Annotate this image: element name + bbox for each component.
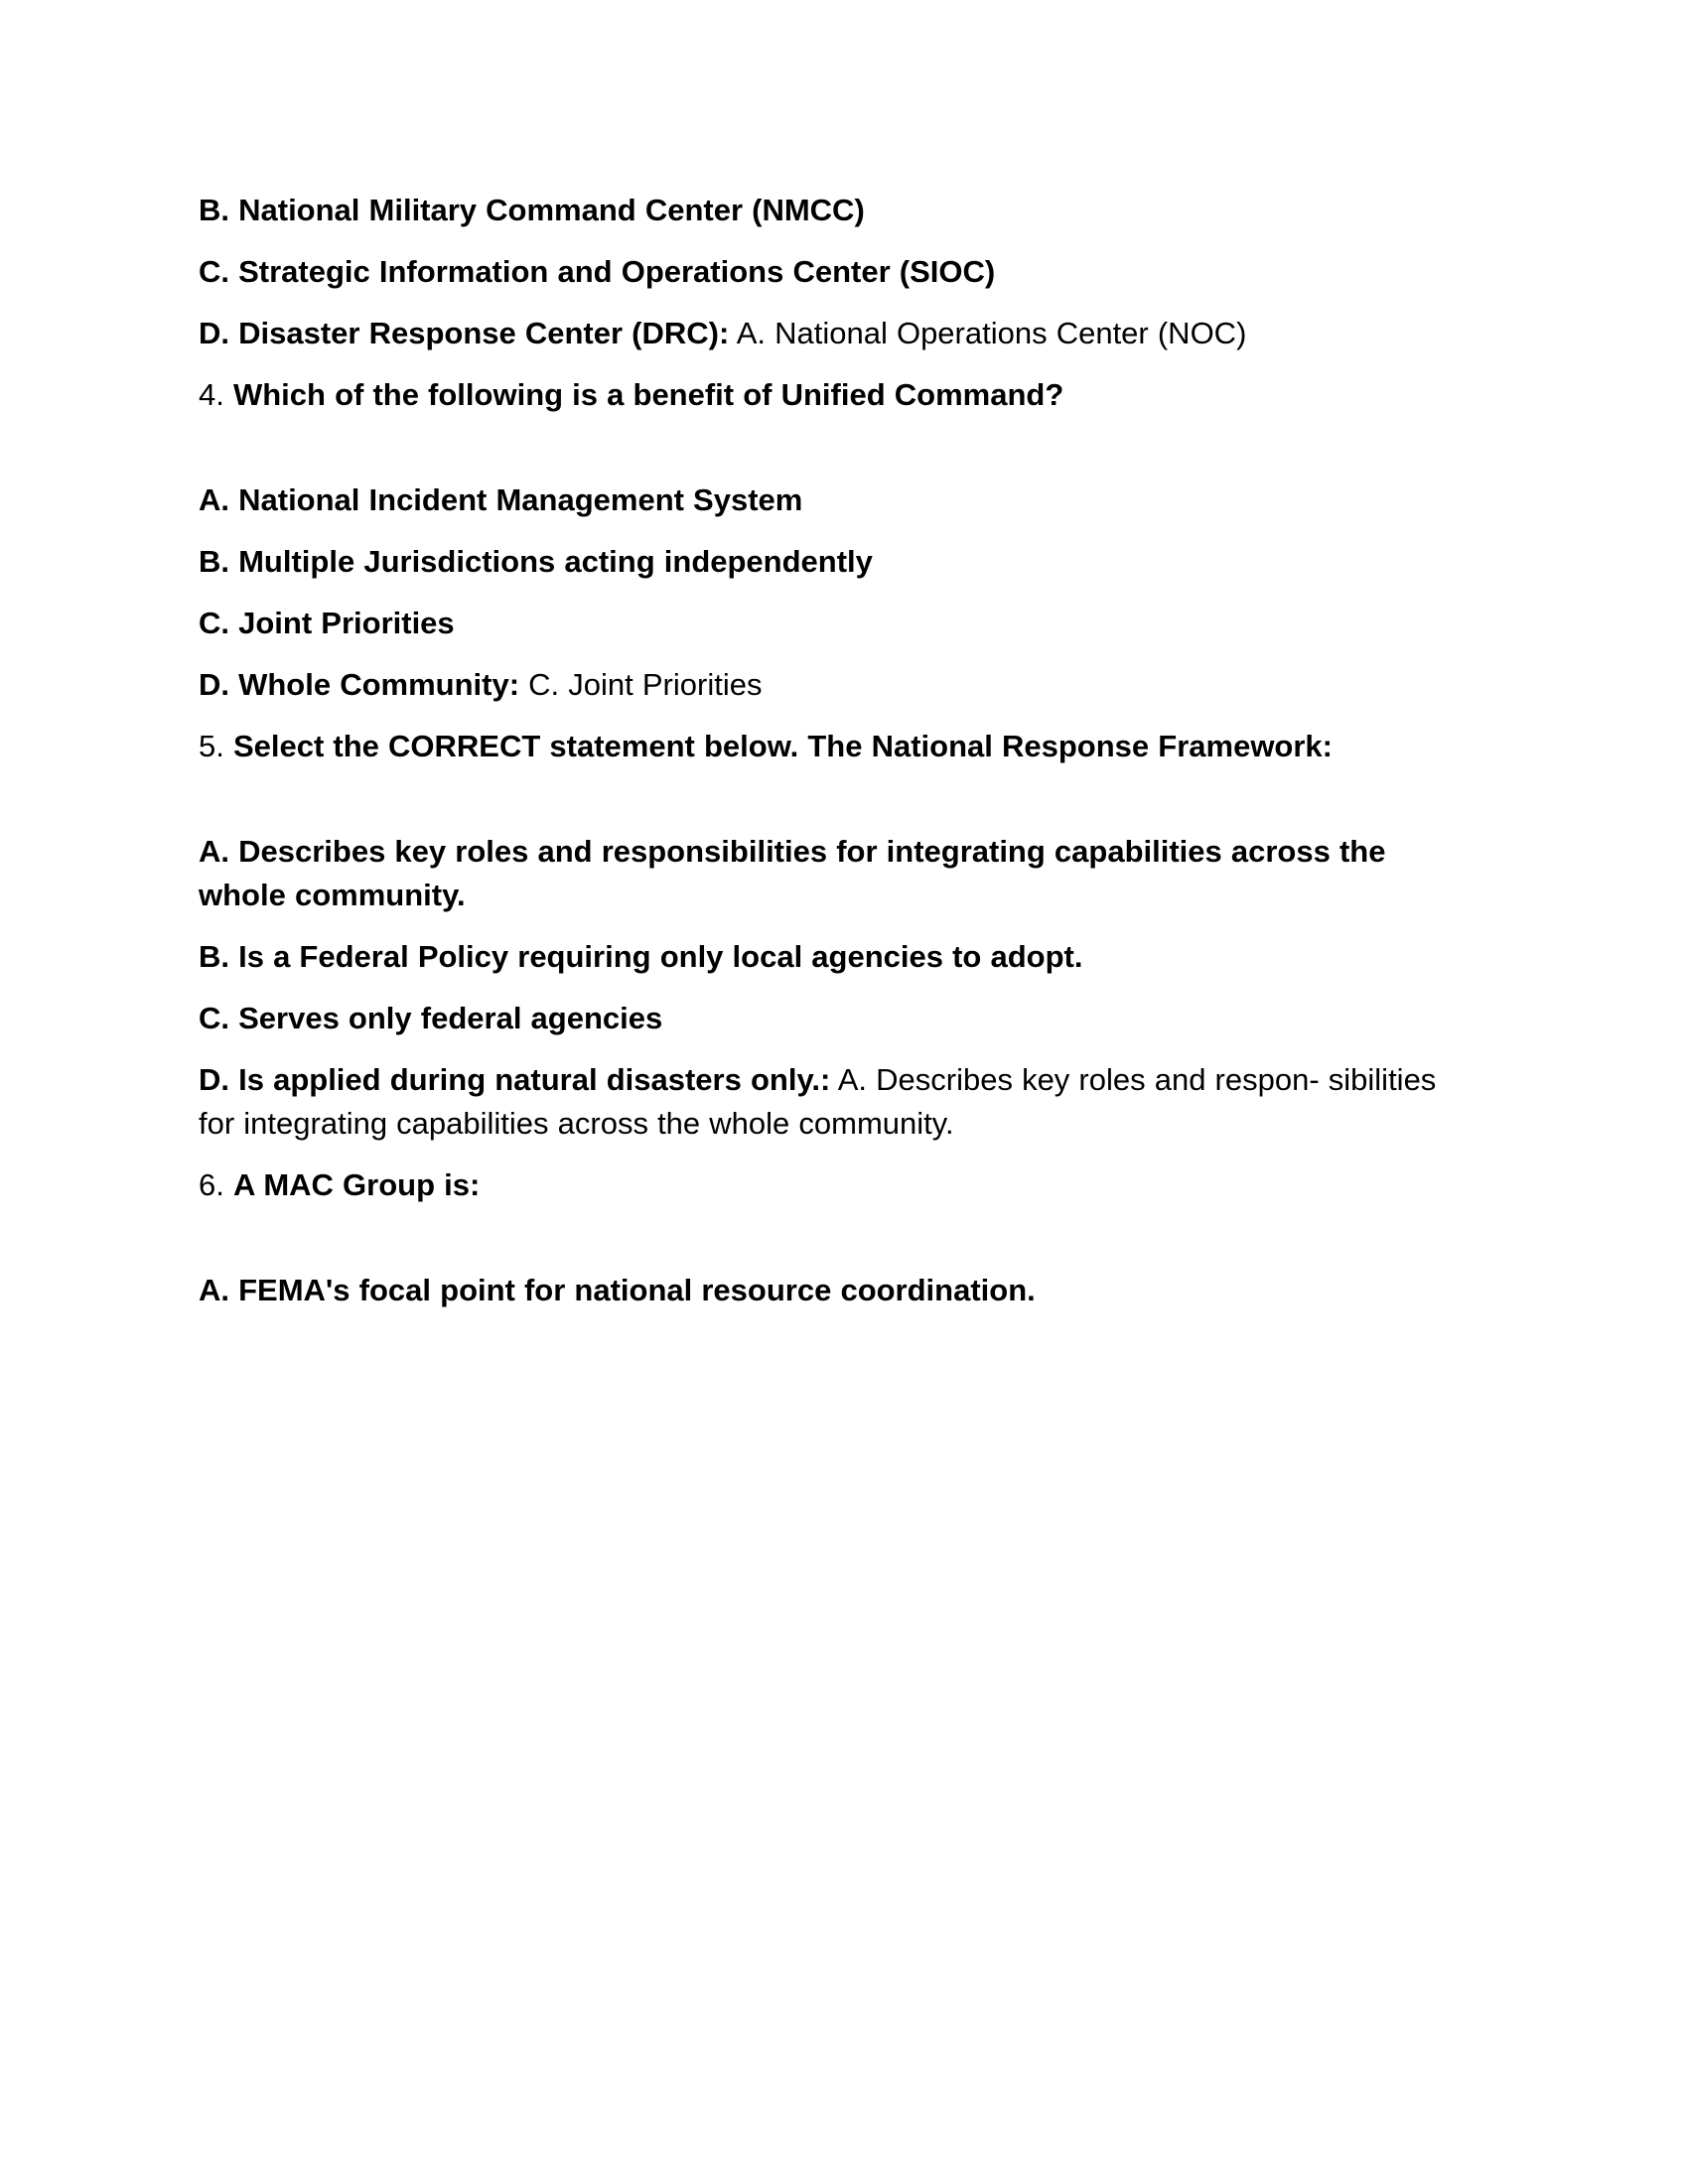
- question-4-bold-text: Which of the following is a benefit of Unified Command?: [232, 377, 1064, 413]
- question-5-plain-text: 5.: [199, 729, 233, 764]
- question-5-option-b-bold-text: B. Is a Federal Policy requiring only local agencies to adopt.: [199, 939, 1083, 975]
- question-5-option-d-with-answer: [199, 1058, 1479, 1146]
- question-4-option-d-with-answer-bold-text: D. Whole Community:: [199, 667, 520, 703]
- question-5-option-a-bold-text: A. Describes key roles and responsibilities for integrating capabilities across the whole community.: [199, 834, 1386, 913]
- question-4-option-d-with-answer: [199, 663, 1479, 707]
- question-4-option-c: [199, 602, 1479, 645]
- paragraph-gap: [199, 1225, 1479, 1269]
- question-5-bold-text: Select the CORRECT statement below. The National Response Framework:: [232, 729, 1333, 764]
- question-4-option-c-bold-text: C. Joint Priorities: [199, 606, 455, 641]
- option-b-nmcc-bold-text: B. National Military Command Center (NMCC): [199, 193, 865, 227]
- question-4-option-a: [199, 478, 1479, 522]
- option-b-nmcc: [199, 189, 1479, 232]
- option-d-drc-with-answer: [199, 312, 1479, 355]
- question-6-plain-text: 6.: [199, 1167, 233, 1203]
- question-5-option-c: [199, 997, 1479, 1040]
- question-5-option-d-with-answer-bold-text: D. Is applied during natural disasters only.:: [199, 1062, 831, 1098]
- question-5-option-a: [199, 830, 1479, 917]
- question-4-option-d-with-answer-plain-text: C. Joint Priorities: [519, 667, 763, 703]
- question-5: [199, 725, 1479, 768]
- question-5-option-c-bold-text: C. Serves only federal agencies: [199, 1001, 663, 1036]
- question-5-option-b: [199, 935, 1479, 979]
- question-6-option-a-bold-text: A. FEMA's focal point for national resource coordination.: [199, 1273, 1036, 1308]
- question-5-option-d-with-answer-plain-text: A. Describes key roles and respon- sibilities for integrating capabilities across the whole community.: [199, 1062, 1437, 1142]
- option-d-drc-with-answer-plain-text: A. National Operations Center (NOC): [729, 316, 1247, 351]
- question-4-option-b: [199, 540, 1479, 584]
- option-d-drc-with-answer-bold-text: D. Disaster Response Center (DRC):: [199, 316, 730, 351]
- question-4-option-a-bold-text: A. National Incident Management System: [199, 482, 803, 518]
- option-c-sioc: [199, 250, 1479, 294]
- paragraph-gap: [199, 435, 1479, 478]
- question-6: [199, 1163, 1479, 1207]
- document-text-body: [199, 189, 1479, 1312]
- paragraph-gap: [199, 786, 1479, 830]
- question-4-plain-text: 4.: [199, 377, 233, 413]
- option-c-sioc-bold-text: C. Strategic Information and Operations Center (SIOC): [199, 254, 996, 290]
- question-6-bold-text: A MAC Group is:: [232, 1167, 481, 1203]
- question-6-option-a: [199, 1269, 1479, 1312]
- question-4-option-b-bold-text: B. Multiple Jurisdictions acting independently: [199, 544, 873, 580]
- question-4: [199, 373, 1479, 417]
